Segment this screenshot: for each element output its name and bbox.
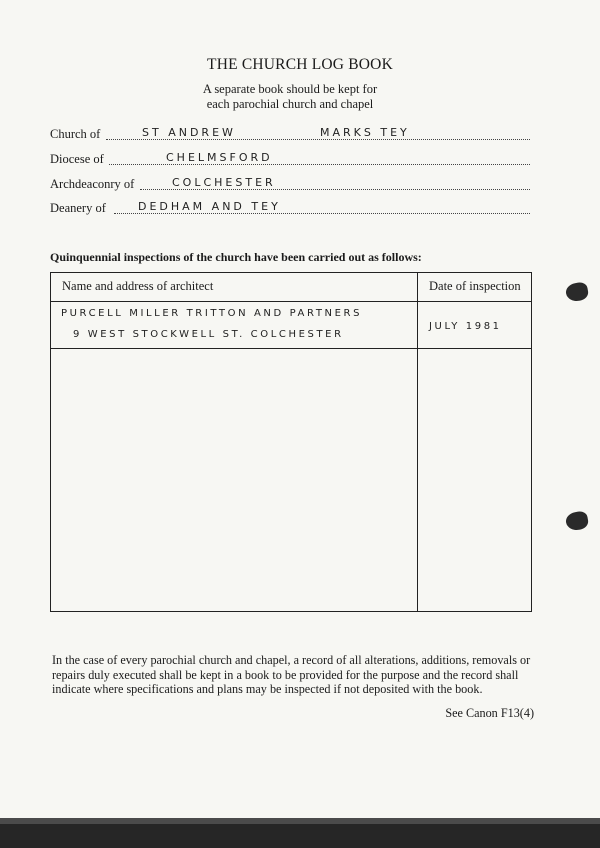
diocese-field bbox=[50, 149, 530, 167]
deanery-value: DEDHAM AND TEY bbox=[138, 200, 281, 213]
deanery-field bbox=[50, 198, 530, 216]
subtitle-line-1: A separate book should be kept for bbox=[202, 82, 378, 96]
header-divider bbox=[51, 301, 531, 302]
inspections-table bbox=[50, 272, 532, 612]
archdeaconry-dotted-line bbox=[140, 189, 530, 190]
church-value-part1: ST ANDREW bbox=[142, 126, 236, 139]
inspection-date: JULY 1981 bbox=[429, 321, 502, 332]
church-value-part2: MARKS TEY bbox=[320, 126, 410, 139]
architect-address-line: 9 WEST STOCKWELL ST. COLCHESTER bbox=[73, 329, 344, 340]
archdeaconry-field bbox=[50, 174, 530, 192]
diocese-label: Diocese of bbox=[50, 152, 104, 166]
deanery-dotted-line bbox=[114, 213, 530, 214]
page-subtitle bbox=[0, 82, 580, 112]
archdeaconry-label: Archdeaconry of bbox=[50, 177, 135, 191]
diocese-dotted-line bbox=[109, 164, 530, 165]
church-dotted-line bbox=[106, 139, 530, 140]
row-divider bbox=[51, 348, 531, 349]
date-column-header: Date of inspection bbox=[429, 279, 521, 293]
inspections-heading: Quinquennial inspections of the church have been carried out as follows: bbox=[50, 250, 422, 264]
page-title: THE CHURCH LOG BOOK bbox=[207, 56, 393, 73]
diocese-value: CHELMSFORD bbox=[166, 151, 273, 164]
church-field bbox=[50, 124, 530, 142]
architect-column-header: Name and address of architect bbox=[62, 279, 214, 293]
canon-note: In the case of every parochial church and chapel, a record of all alterations, additions, removals or repairs duly executed shall be kept in a book to be provided for the purpose and the record shall indicate where specifications and plans may be inspected if not deposited with the book. bbox=[52, 653, 531, 696]
architect-name-line: PURCELL MILLER TRITTON AND PARTNERS bbox=[61, 308, 363, 319]
punch-hole-bottom bbox=[565, 510, 590, 532]
column-divider bbox=[417, 273, 418, 611]
deanery-label: Deanery of bbox=[50, 201, 106, 215]
canon-reference: See Canon F13(4) bbox=[445, 706, 534, 720]
punch-hole-top bbox=[565, 281, 590, 303]
archdeaconry-value: COLCHESTER bbox=[172, 176, 276, 189]
scanner-edge-shade bbox=[0, 818, 600, 824]
scanner-edge bbox=[0, 818, 600, 848]
church-label: Church of bbox=[50, 127, 101, 141]
subtitle-line-2: each parochial church and chapel bbox=[206, 97, 374, 111]
